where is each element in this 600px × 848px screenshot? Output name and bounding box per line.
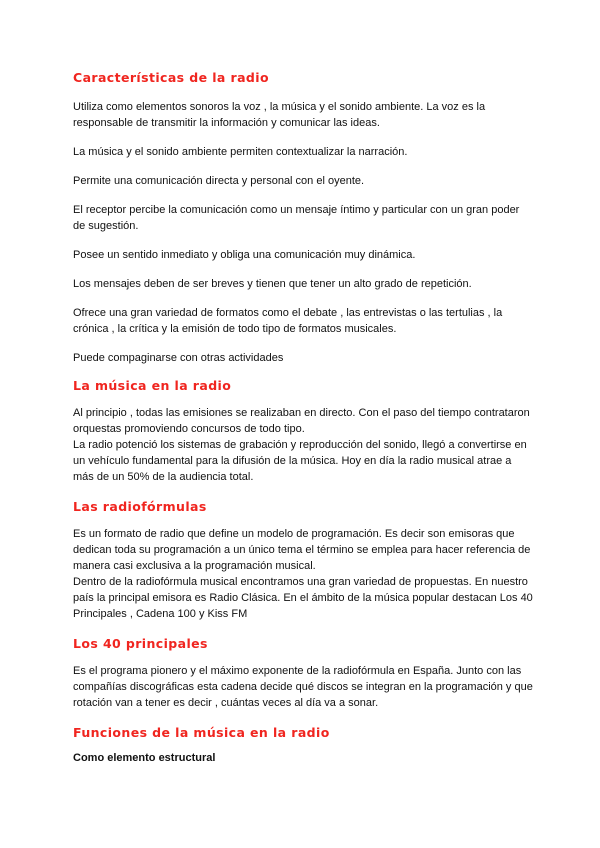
paragraph: Utiliza como elementos sonoros la voz , la música y el sonido ambiente. La voz es la responsable de transmitir la información y comunicar las ideas. bbox=[73, 101, 486, 129]
paragraph: La radio potenció los sistemas de grabación y reproducción del sonido, llegó a convertirse en un vehículo fundamental para la difusión de la música. Hoy en día la radio musical atrae a más de un 50% de la audiencia total. bbox=[73, 439, 527, 483]
heading-musica-radio: La música en la radio bbox=[73, 378, 232, 393]
paragraph: Ofrece una gran variedad de formatos como el debate , las entrevistas o las tertulias , la crónica , la crítica y la emisión de todo tipo de formatos musicales. bbox=[73, 307, 503, 335]
paragraph: Dentro de la radiofórmula musical encontramos una gran variedad de propuestas. En nuestro país la principal emisora es Radio Clásica. En el ámbito de la música popular destacan Los 40 Principales , Cadena 100 y Kiss FM bbox=[73, 576, 533, 620]
heading-caracteristicas: Características de la radio bbox=[73, 70, 269, 85]
document-page bbox=[73, 64, 533, 764]
paragraph: Los mensajes deben de ser breves y tienen que tener un alto grado de repetición. bbox=[73, 278, 472, 290]
paragraph: Es un formato de radio que define un modelo de programación. Es decir son emisoras que dedican toda su programación a un único tema el término se emplea para hacer referencia de manera casi exclusiva a la programación musical. bbox=[73, 528, 531, 572]
heading-40-principales: Los 40 principales bbox=[73, 636, 208, 651]
paragraph: El receptor percibe la comunicación como un mensaje íntimo y particular con un gran poder de sugestión. bbox=[73, 204, 520, 232]
paragraph: Puede compaginarse con otras actividades bbox=[73, 352, 284, 364]
paragraph: Al principio , todas las emisiones se realizaban en directo. Con el paso del tiempo contrataron orquestas promoviendo concursos de todo tipo. bbox=[73, 407, 530, 435]
paragraph: La música y el sonido ambiente permiten contextualizar la narración. bbox=[73, 146, 408, 158]
paragraph: Permite una comunicación directa y personal con el oyente. bbox=[73, 175, 365, 187]
heading-radioformulas: Las radiofórmulas bbox=[73, 499, 207, 514]
paragraph: Es el programa pionero y el máximo exponente de la radiofórmula en España. Junto con las compañías discográficas esta cadena decide qué discos se integran en la programación y que rotación van a tener es decir , cuántas veces al día va a sonar. bbox=[73, 665, 533, 709]
heading-funciones: Funciones de la música en la radio bbox=[73, 725, 330, 740]
paragraph: Posee un sentido inmediato y obliga una comunicación muy dinámica. bbox=[73, 249, 416, 261]
subheading-estructural: Como elemento estructural bbox=[73, 752, 216, 764]
